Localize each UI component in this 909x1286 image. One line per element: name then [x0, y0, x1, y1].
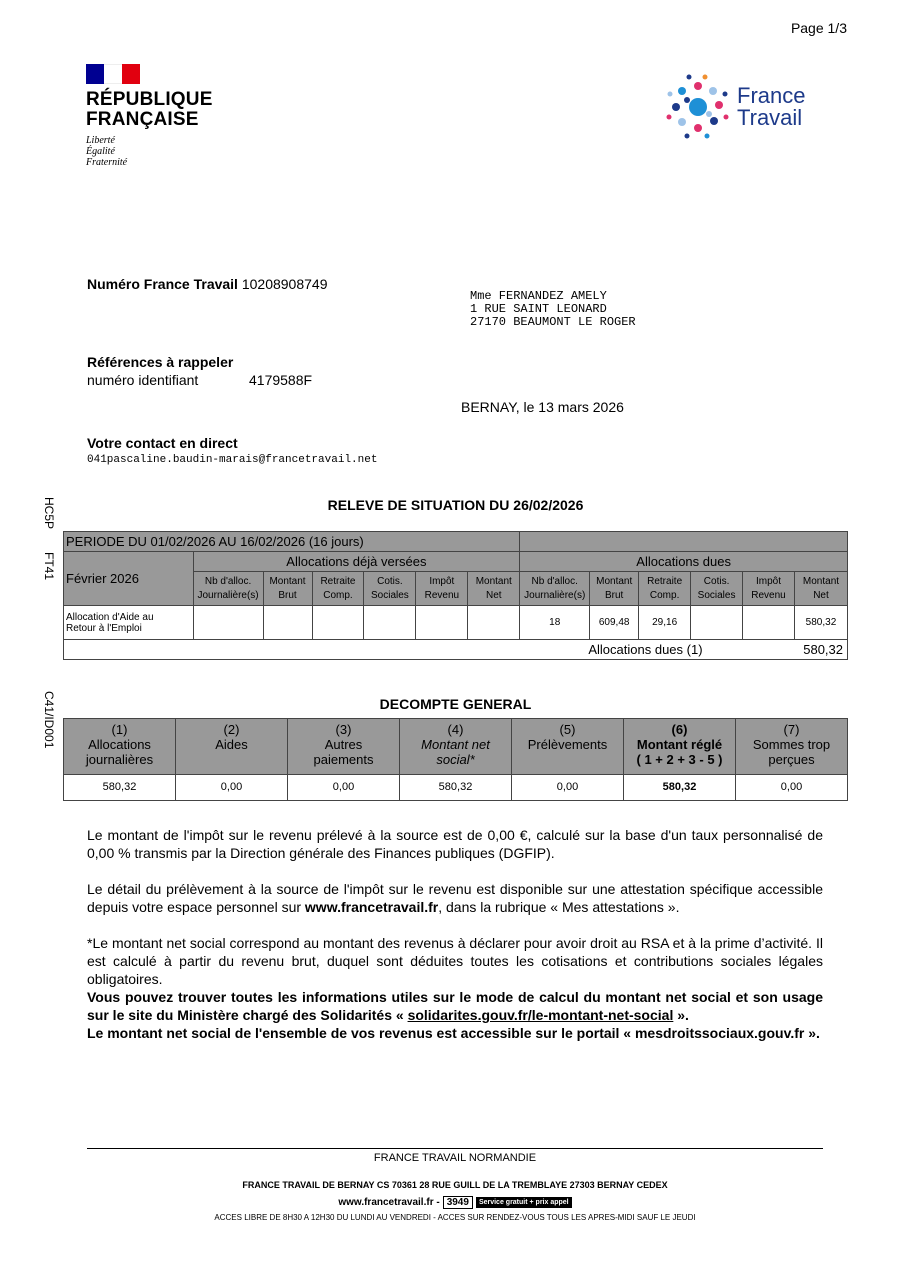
decompte-header-row [64, 719, 848, 775]
month-cell: Février 2026 [64, 552, 194, 606]
col-header: Nb d'alloc. Journalière(s) [520, 572, 590, 606]
decompte-header: (4) Montant net social* [400, 719, 512, 775]
col-header: Nb d'alloc. Journalière(s) [193, 572, 263, 606]
motto-fraternite: Fraternité [86, 157, 128, 168]
dues-brut: 609,48 [590, 606, 639, 640]
decompte-value: 580,32 [64, 775, 176, 801]
address-line-name: Mme FERNANDEZ AMELY [470, 289, 607, 303]
address-line-city: 27170 BEAUMONT LE ROGER [470, 315, 636, 329]
ft-wordmark-line2: Travail [737, 105, 803, 130]
french-flag-icon [86, 64, 140, 84]
row-label: Allocation d'Aide au Retour à l'Emploi [64, 606, 194, 640]
ft-wordmark-line1: France [737, 83, 806, 108]
motto-liberte: Liberté [86, 135, 115, 146]
total-row [64, 640, 848, 660]
footer-phone-tag: Service gratuit + prix appel [476, 1197, 572, 1208]
footer-region: FRANCE TRAVAIL NORMANDIE [373, 1152, 537, 1164]
dues-nb: 18 [520, 606, 590, 640]
group-row [64, 552, 848, 572]
references-title: Références à rappeler [87, 354, 234, 370]
dues-net: 580,32 [794, 606, 847, 640]
address-line-street: 1 RUE SAINT LEONARD [470, 302, 607, 316]
decompte-header: (2) Aides [176, 719, 288, 775]
decompte-value: 0,00 [512, 775, 624, 801]
references [87, 353, 312, 389]
footer-hours: ACCES LIBRE DE 8H30 A 12H30 DU LUNDI AU VENDREDI - ACCES SUR RENDEZ-VOUS TOUS LES APRES-MIDI SAUF LE JEUDI [214, 1213, 696, 1222]
decompte-value: 0,00 [176, 775, 288, 801]
ft-number [87, 276, 328, 292]
letter-date: BERNAY, le 13 mars 2026 [461, 399, 624, 415]
periode-row [64, 532, 848, 552]
decompte-value: 580,32 [400, 775, 512, 801]
decompte-table [63, 718, 848, 801]
versees-cotis [364, 606, 416, 640]
rf-name-line2: FRANÇAISE [86, 109, 199, 130]
rf-name-line1: RÉPUBLIQUE [86, 89, 213, 110]
rf-motto [86, 135, 213, 168]
versees-brut [263, 606, 312, 640]
footer-web[interactable]: www.francetravail.fr - [338, 1197, 440, 1208]
dues-retraite: 29,16 [639, 606, 691, 640]
decompte-title: DECOMPTE GENERAL [379, 696, 532, 712]
motto-egalite: Égalité [86, 146, 115, 157]
dues-impot [743, 606, 795, 640]
versees-retraite [312, 606, 364, 640]
paragraph-net-social: *Le montant net social correspond au montant des revenus à déclarer pour avoir droit au RSA et à la prime d’activité. Il est calculé à partir du revenu brut, duquel sont déduites toutes les cotisations et contributions sociales légales obligatoires. [87, 935, 823, 987]
group-dues: Allocations dues [520, 552, 848, 572]
decompte-value: 0,00 [736, 775, 848, 801]
france-travail-logo [665, 42, 835, 172]
col-header: Cotis. Sociales [691, 572, 743, 606]
group-versees: Allocations déjà versées [193, 552, 520, 572]
col-header: Montant Net [794, 572, 847, 606]
col-header: Impôt Revenu [743, 572, 795, 606]
decompte-header: (6) Montant réglé ( 1 + 2 + 3 - 5 ) [624, 719, 736, 775]
identifier-label: numéro identifiant [87, 372, 199, 388]
paragraph-portail: Le montant net social de l'ensemble de vos revenus est accessible sur le portail « mesdroitssociaux.gouv.fr ». [87, 1025, 820, 1041]
footer-divider [87, 1148, 823, 1149]
contact-title: Votre contact en direct [87, 435, 238, 451]
col-header: Cotis. Sociales [364, 572, 416, 606]
page-number: Page 1/3 [790, 20, 847, 36]
ft-number-value: 10208908749 [241, 276, 328, 292]
releve-table [63, 531, 848, 660]
identifier-value: 4179588F [249, 372, 313, 388]
republique-francaise-logo [86, 64, 213, 168]
contact [87, 435, 377, 469]
explanatory-text [87, 826, 823, 1042]
side-code-ft41: FT41 [42, 552, 56, 581]
decompte-value: 580,32 [624, 775, 736, 801]
table-row [64, 606, 848, 640]
col-header: Retraite Comp. [639, 572, 691, 606]
side-code-hc5p: HC5P [42, 497, 56, 530]
ft-number-label: Numéro France Travail [87, 276, 238, 292]
releve-title: RELEVE DE SITUATION DU 26/02/2026 [327, 497, 584, 513]
versees-impot [416, 606, 468, 640]
versees-net [468, 606, 520, 640]
france-travail-wordmark [737, 85, 805, 129]
paragraph-info: Vous pouvez trouver toutes les informations utiles sur le mode de calcul du montant net social et son usage sur le site du Ministère chargé des Solidarités « solidarites.gouv.fr/le-montant-net-social ». [87, 989, 823, 1023]
footer-address: FRANCE TRAVAIL DE BERNAY CS 70361 28 RUE GUILL DE LA TREMBLAYE 27303 BERNAY CEDEX [242, 1180, 668, 1190]
paragraph-detail: Le détail du prélèvement à la source de l'impôt sur le revenu est disponible sur une attestation spécifique accessible depuis votre espace personnel sur www.francetravail.fr, dans la rubrique « Mes attestations ». [87, 881, 823, 915]
col-header: Impôt Revenu [416, 572, 468, 606]
footer [87, 1152, 823, 1222]
contact-email[interactable]: 041pascaline.baudin-marais@francetravail.net [87, 454, 378, 466]
periode-cell: PERIODE DU 01/02/2026 AU 16/02/2026 (16 jours) [64, 532, 520, 552]
decompte-header: (3) Autres paiements [288, 719, 400, 775]
side-code-c41: C41/ID001 [42, 691, 56, 749]
dues-cotis [691, 606, 743, 640]
col-header: Montant Brut [263, 572, 312, 606]
francetravail-link[interactable]: www.francetravail.fr [304, 899, 439, 915]
france-travail-dots-icon [665, 72, 731, 142]
col-header: Montant Brut [590, 572, 639, 606]
periode-blank-cell [520, 532, 848, 552]
footer-phone: 3949 [443, 1196, 473, 1209]
col-header: Montant Net [468, 572, 520, 606]
versees-nb [193, 606, 263, 640]
decompte-value-row [64, 775, 848, 801]
total-value: 580,32 [743, 640, 848, 660]
decompte-header: (5) Prélèvements [512, 719, 624, 775]
rf-name [86, 90, 213, 130]
decompte-value: 0,00 [288, 775, 400, 801]
solidarites-link[interactable]: solidarites.gouv.fr/le-montant-net-social [407, 1007, 674, 1023]
footer-contact [87, 1196, 823, 1209]
total-label: Allocations dues (1) [64, 640, 743, 660]
decompte-header: (1) Allocations journalières [64, 719, 176, 775]
paragraph-impot: Le montant de l'impôt sur le revenu prélevé à la source est de 0,00 €, calculé sur la base d'un taux personnalisé de 0,00 % transmis par la Direction générale des Finances publiques (DGFIP). [87, 827, 823, 861]
col-header: Retraite Comp. [312, 572, 364, 606]
recipient-address [470, 290, 636, 329]
decompte-header: (7) Sommes trop perçues [736, 719, 848, 775]
